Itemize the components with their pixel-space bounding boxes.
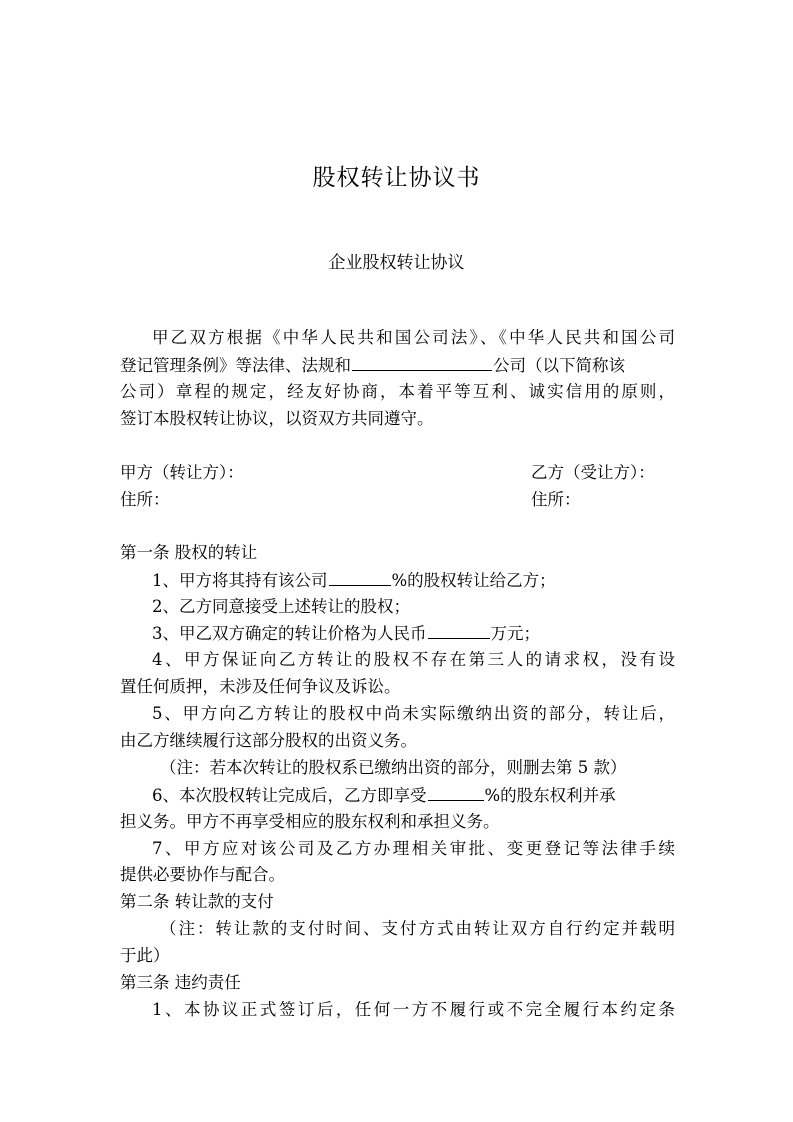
- equity-percent-blank: [329, 567, 391, 586]
- parties-row: [120, 460, 675, 486]
- address-a-label: 住所：: [120, 490, 170, 509]
- article-3-heading: 第三条 违约责任: [120, 973, 241, 992]
- intro-line-1: 甲乙双方根据《中华人民共和国公司法》、《中华人民共和国公司: [152, 328, 675, 347]
- address-row: [120, 487, 675, 513]
- intro-line-2: [120, 352, 675, 379]
- article-2-note-line-1: （注：转让款的支付时间、支付方式由转让双方自行约定并载明: [160, 919, 675, 938]
- clause-1-2: 2、乙方同意接受上述转让的股权；: [152, 597, 410, 616]
- clause-1-5-line-1: 5、甲方向乙方转让的股权中尚未实际缴纳出资的部分，转让后，: [152, 704, 675, 723]
- article-2-heading: 第二条 转让款的支付: [120, 892, 274, 911]
- clause-1-3: [152, 620, 675, 647]
- clause-1-6-text: 6、本次股权转让完成后，乙方即享受: [152, 786, 427, 805]
- intro-line-2-tail: 公司（以下简称该: [493, 356, 625, 375]
- address-b-label: 住所：: [531, 490, 581, 509]
- clause-1-1-text: 1、甲方将其持有该公司: [152, 571, 328, 590]
- clause-1-5-line-2: 由乙方继续履行这部分股权的出资义务。: [120, 731, 417, 750]
- clause-1-1-tail: %的股权转让给乙方；: [391, 571, 556, 590]
- price-blank: [428, 620, 490, 639]
- clause-1-6-line-1: [152, 782, 675, 809]
- intro-line-3: 公司）章程的规定，经友好协商，本着平等互利、诚实信用的原则，: [120, 382, 675, 401]
- clause-1-6-line-2: 担义务。甲方不再享受相应的股东权利和承担义务。: [120, 812, 500, 831]
- clause-1-1: [152, 567, 675, 594]
- company-name-blank: [352, 352, 492, 371]
- clause-1-3-text: 3、甲乙双方确定的转让价格为人民币: [152, 624, 427, 643]
- clause-1-4-line-1: 4、甲方保证向乙方转让的股权不存在第三人的请求权，没有设: [152, 650, 675, 669]
- intro-line-4: 签订本股权转让协议，以资双方共同遵守。: [120, 409, 434, 428]
- shareholder-percent-blank: [428, 782, 484, 801]
- clause-3-1-line-1: 1、本协议正式签订后，任何一方不履行或不完全履行本约定条: [152, 1000, 675, 1019]
- document-subtitle: 企业股权转让协议: [328, 253, 465, 273]
- intro-line-2-text: 登记管理条例》等法律、法规和: [120, 356, 351, 375]
- article-1-heading: 第一条 股权的转让: [120, 543, 258, 562]
- article-2-note-line-2: 于此）: [120, 946, 170, 965]
- document-title: 股权转让协议书: [312, 165, 481, 191]
- clause-1-7-line-1: 7、甲方应对该公司及乙方办理相关审批、变更登记等法律手续: [152, 839, 675, 858]
- party-b-label: 乙方（受让方）：: [531, 463, 655, 482]
- clause-1-3-tail: 万元；: [490, 624, 540, 643]
- party-a-label: 甲方（转让方）：: [120, 463, 244, 482]
- clause-1-note: （注：若本次转让的股权系已缴纳出资的部分，则删去第 5 款）: [160, 758, 627, 777]
- clause-1-4-line-2: 置任何质押，未涉及任何争议及诉讼。: [120, 677, 401, 696]
- clause-1-7-line-2: 提供必要协作与配合。: [120, 865, 285, 884]
- clause-1-6-tail: %的股东权利并承: [484, 786, 616, 805]
